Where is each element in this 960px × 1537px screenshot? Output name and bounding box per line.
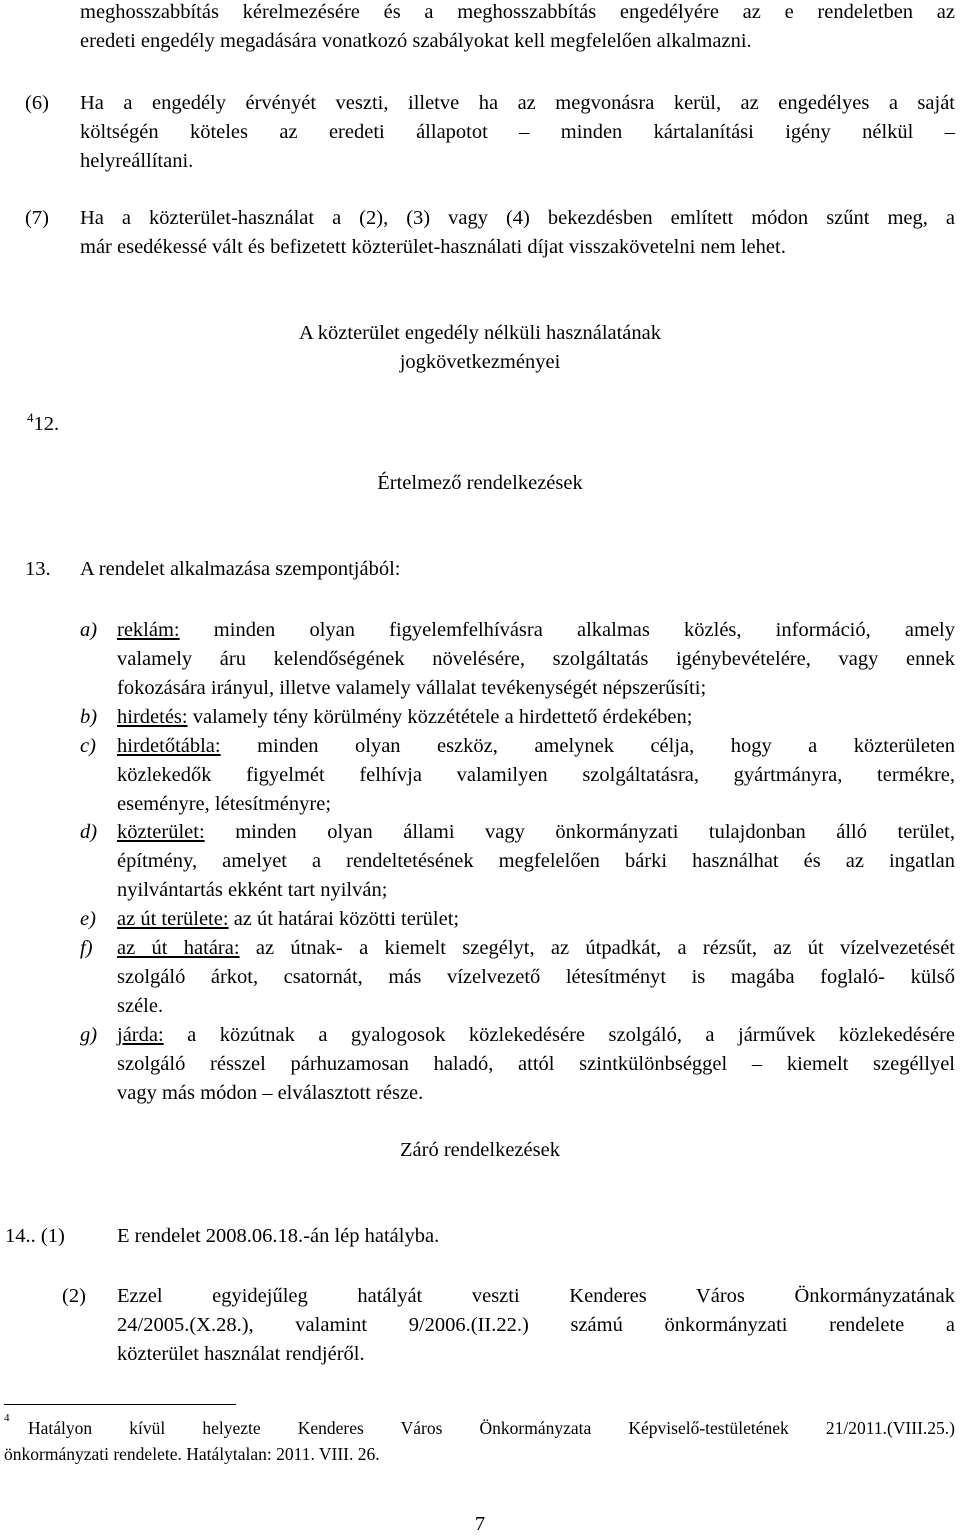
para6-line-2: költségén köteles az eredeti állapotot – minden kártalanítási igény nélkül – [80, 121, 955, 143]
para6-line-1: Ha a engedély érvényét veszti, illetve ha az megvonásra kerül, az engedélyes a saját [80, 92, 955, 114]
definition-label-g: g) [80, 1024, 98, 1046]
definition-e-line-1: az út területe: az út határai közötti terület; [117, 908, 460, 930]
section-14-number: 14.. (1) [5, 1225, 65, 1247]
section-13-intro: A rendelet alkalmazása szempontjából: [80, 558, 401, 580]
para7-line-1: Ha a közterület-használat a (2), (3) vagy (4) bekezdésben említett módon szűnt meg, a [80, 207, 955, 229]
section-14-para-2-line-1: Ezzel egyidejűleg hatályát veszti Kenderes Város Önkormányzatának [117, 1285, 955, 1307]
definition-label-e: e) [80, 908, 96, 930]
definition-c-line-2: közlekedők figyelmét felhívja valamilyen szolgáltatásra, gyártmányra, termékre, [117, 764, 955, 786]
definition-g-line-1: járda: a közútnak a gyalogosok közlekedésére szolgáló, a járművek közlekedésére [117, 1024, 955, 1046]
page-number: 7 [474, 1513, 486, 1535]
footnote-line-1: Hatályon kívül helyezte Kenderes Város Önkormányzata Képviselő-testületének 21/2011.(VIII.25.) [28, 1418, 955, 1438]
definition-term: az út területe: [117, 908, 229, 930]
definition-term: az út határa: [117, 937, 240, 959]
para6-number: (6) [25, 92, 49, 114]
definition-c-line-3: eseményre, létesítményre; [117, 793, 332, 815]
section-14-para-1: E rendelet 2008.06.18.-án lép hatályba. [117, 1225, 440, 1247]
definition-d-line-1: közterület: minden olyan állami vagy önkormányzati tulajdonban álló terület, [117, 821, 955, 843]
definition-label-f: f) [80, 937, 93, 959]
section-heading-penalties-line-1: A közterület engedély nélküli használatának [298, 322, 662, 344]
definition-f-line-3: széle. [117, 995, 164, 1017]
section-heading-definitions: Értelmező rendelkezések [377, 472, 583, 494]
definition-term: reklám: [117, 619, 180, 641]
definition-d-line-2: építmény, amelyet a rendeltetésének megfelelően bárki használhat és az ingatlan [117, 850, 955, 872]
definition-a-line-1: reklám: minden olyan figyelemfelhívásra alkalmas közlés, információ, amely [117, 619, 955, 641]
definition-label-c: c) [80, 735, 96, 757]
definition-term: közterület: [117, 821, 205, 843]
section-13-number: 13. [25, 558, 51, 580]
definition-g-line-3: vagy más módon – elválasztott része. [117, 1082, 424, 1104]
definition-b-line-1: hirdetés: valamely tény körülmény közzététele a hirdettető érdekében; [117, 706, 693, 728]
definition-term: járda: [117, 1024, 164, 1046]
footnote-separator [4, 1404, 236, 1405]
definition-a-line-2: valamely áru kelendőségének növelésére, szolgáltatás igénybevételére, vagy ennek [117, 648, 955, 670]
footnote-line-2: önkormányzati rendelete. Hatálytalan: 2011. VIII. 26. [4, 1444, 380, 1464]
para7-number: (7) [25, 207, 49, 229]
definition-d-line-3: nyilvántartás ekként tart nyilván; [117, 879, 388, 901]
definition-g-line-2: szolgáló résszel párhuzamosan haladó, attól szintkülönbséggel – kiemelt szegéllyel [117, 1053, 955, 1075]
definition-label-d: d) [80, 821, 98, 843]
section-14-para-2-line-2: 24/2005.(X.28.), valamint 9/2006.(II.22.) számú önkormányzati rendelete a [117, 1314, 955, 1336]
definition-label-b: b) [80, 706, 98, 728]
definition-term: hirdetés: [117, 706, 188, 728]
definition-term: hirdetőtábla: [117, 735, 221, 757]
footnote-reference-4[interactable]: 4 [27, 410, 34, 425]
section-14-para-2-number: (2) [62, 1285, 86, 1307]
definition-f-line-1: az út határa: az útnak- a kiemelt szegélyt, az útpadkát, a rézsűt, az út vízelvezetését [117, 937, 955, 959]
definition-a-line-3: fokozására irányul, illetve valamely vállalat tevékenységét népszerűsíti; [117, 677, 707, 699]
definition-c-line-1: hirdetőtábla: minden olyan eszköz, amelynek célja, hogy a közterületen [117, 735, 956, 757]
section-12-number: $^4$12. [27, 410, 60, 435]
section-heading-penalties-line-2: jogkövetkezményei [399, 351, 561, 373]
para7-line-2: már esedékessé vált és befizetett közterület-használati díjat visszakövetelni nem lehet. [80, 236, 786, 258]
definition-f-line-2: szolgáló árkot, csatornát, más vízelvezető létesítményt is magába foglaló- külső [117, 966, 955, 988]
footnote-mark: 4 [4, 1412, 10, 1424]
definition-label-a: a) [80, 619, 98, 641]
para6-line-3: helyreállítani. [80, 150, 194, 172]
continuation-line-2: eredeti engedély megadására vonatkozó szabályokat kell megfelelően alkalmazni. [80, 30, 752, 52]
section-14-para-2-line-3: közterület használat rendjéről. [117, 1343, 365, 1365]
continuation-line-1: meghosszabbítás kérelmezésére és a meghosszabbítás engedélyére az e rendeletben az [80, 1, 955, 23]
section-heading-closing: Záró rendelkezések [400, 1139, 560, 1161]
